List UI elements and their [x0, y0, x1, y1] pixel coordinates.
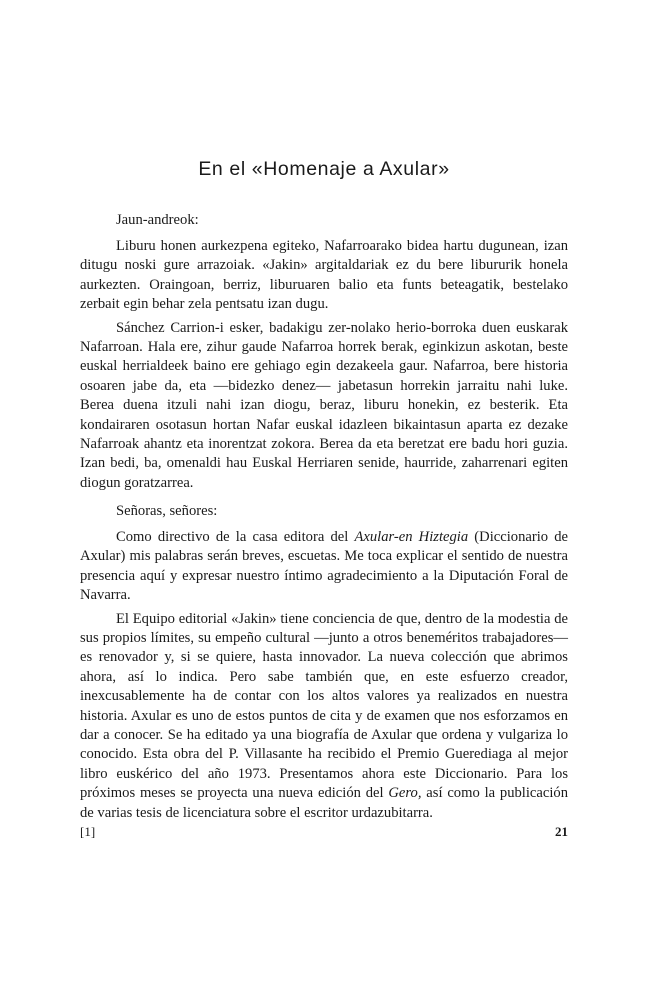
- spanish-section: [80, 501, 568, 827]
- page-title: En el «Homenaje a Axular»: [198, 158, 450, 180]
- basque-section: [80, 210, 568, 497]
- spanish-p2-text-a: El Equipo editorial «Jakin» tiene conciencia de que, dentro de la modestia de sus propios límites, su empeño cultural —junto a otros beneméritos trabajadores— es renovador y, si se quiere, hasta innovador. La nueva colección que abrimos ahora, así lo indica. Pero sabe también que, en este esfuerzo creador, inexcusablemente ha de contar con los altos valores ya realizados en nuestra historia. Axular es uno de estos puntos de cita y de examen que nos esforzamos en dar a conocer. Se ha editado ya una biografía de Axular que ordena y vulgariza lo conocido. Esta obra del P. Villasante ha recibido el Premio Guerediaga al mejor libro euskérico del año 1973. Presentamos ahora este Diccionario. Para los próximos meses se proyecta una nueva edición del: [80, 610, 568, 802]
- spanish-salutation: Señoras, señores:: [116, 503, 218, 519]
- footnote-marker: [1]: [80, 824, 96, 839]
- basque-paragraph-1: Liburu honen aurkezpena egiteko, Nafarroarako bidea hartu dugunean, izan ditugu noski gure arrazoiak. «Jakin» argitaldariak ez du bere libururik honela aurkezten. Oraingoan, berriz, liburuaren balio eta funts beteagatik, bestelako zerbait egin behar zela pentsatu izan dugu.: [80, 238, 568, 313]
- basque-salutation: Jaun-andreok:: [116, 212, 199, 228]
- page-number: 21: [555, 824, 568, 839]
- basque-paragraph-2: Sánchez Carrion-i esker, badakigu zer-nolako herio-borroka duen euskarak Nafarroan. Hala ere, zihur gaude Nafarroa horrek berak, eginkizun askotan, beste euskal herrialdeek baino ere gehiago egin dezakeela gaur. Nafarroa, bere historia osoaren jabe da, eta —bidezko denez— jabetasun horrekin jarraitu nahi luke. Berea duena itzuli nahi izan diogu, beraz, liburu honekin, ez besterik. Eta kondairaren osotasun hortan Nafar euskal idazleen bikaintasun aparta ez dezake Nafarroak ahantz eta inorentzat zokora. Berea da eta beretzat ere badu hori guzia. Izan bedi, ba, omenaldi hau Euskal Herriaren senide, haurride, zaharrenari egiten diogun goratzarrea.: [80, 319, 568, 491]
- spanish-p1-text-b: (Diccionario de Axular) mis palabras serán breves, escuetas. Me toca explicar el sentido de nuestra presencia aquí y expresar nuestro íntimo agradecimiento a la Diputación Foral de Navarra.: [80, 529, 568, 604]
- gero-title: Gero,: [388, 785, 422, 802]
- spanish-p1-text-a: Como directivo de la casa editora del: [116, 529, 355, 545]
- spanish-paragraph-2: [80, 610, 568, 823]
- spanish-paragraph-1: [80, 528, 568, 606]
- dictionary-title: Axular-en Hiztegia: [354, 529, 469, 545]
- spanish-p2-text-b: así como la publicación de varias tesis de licenciatura sobre el escritor urdazubitarra.: [80, 785, 568, 821]
